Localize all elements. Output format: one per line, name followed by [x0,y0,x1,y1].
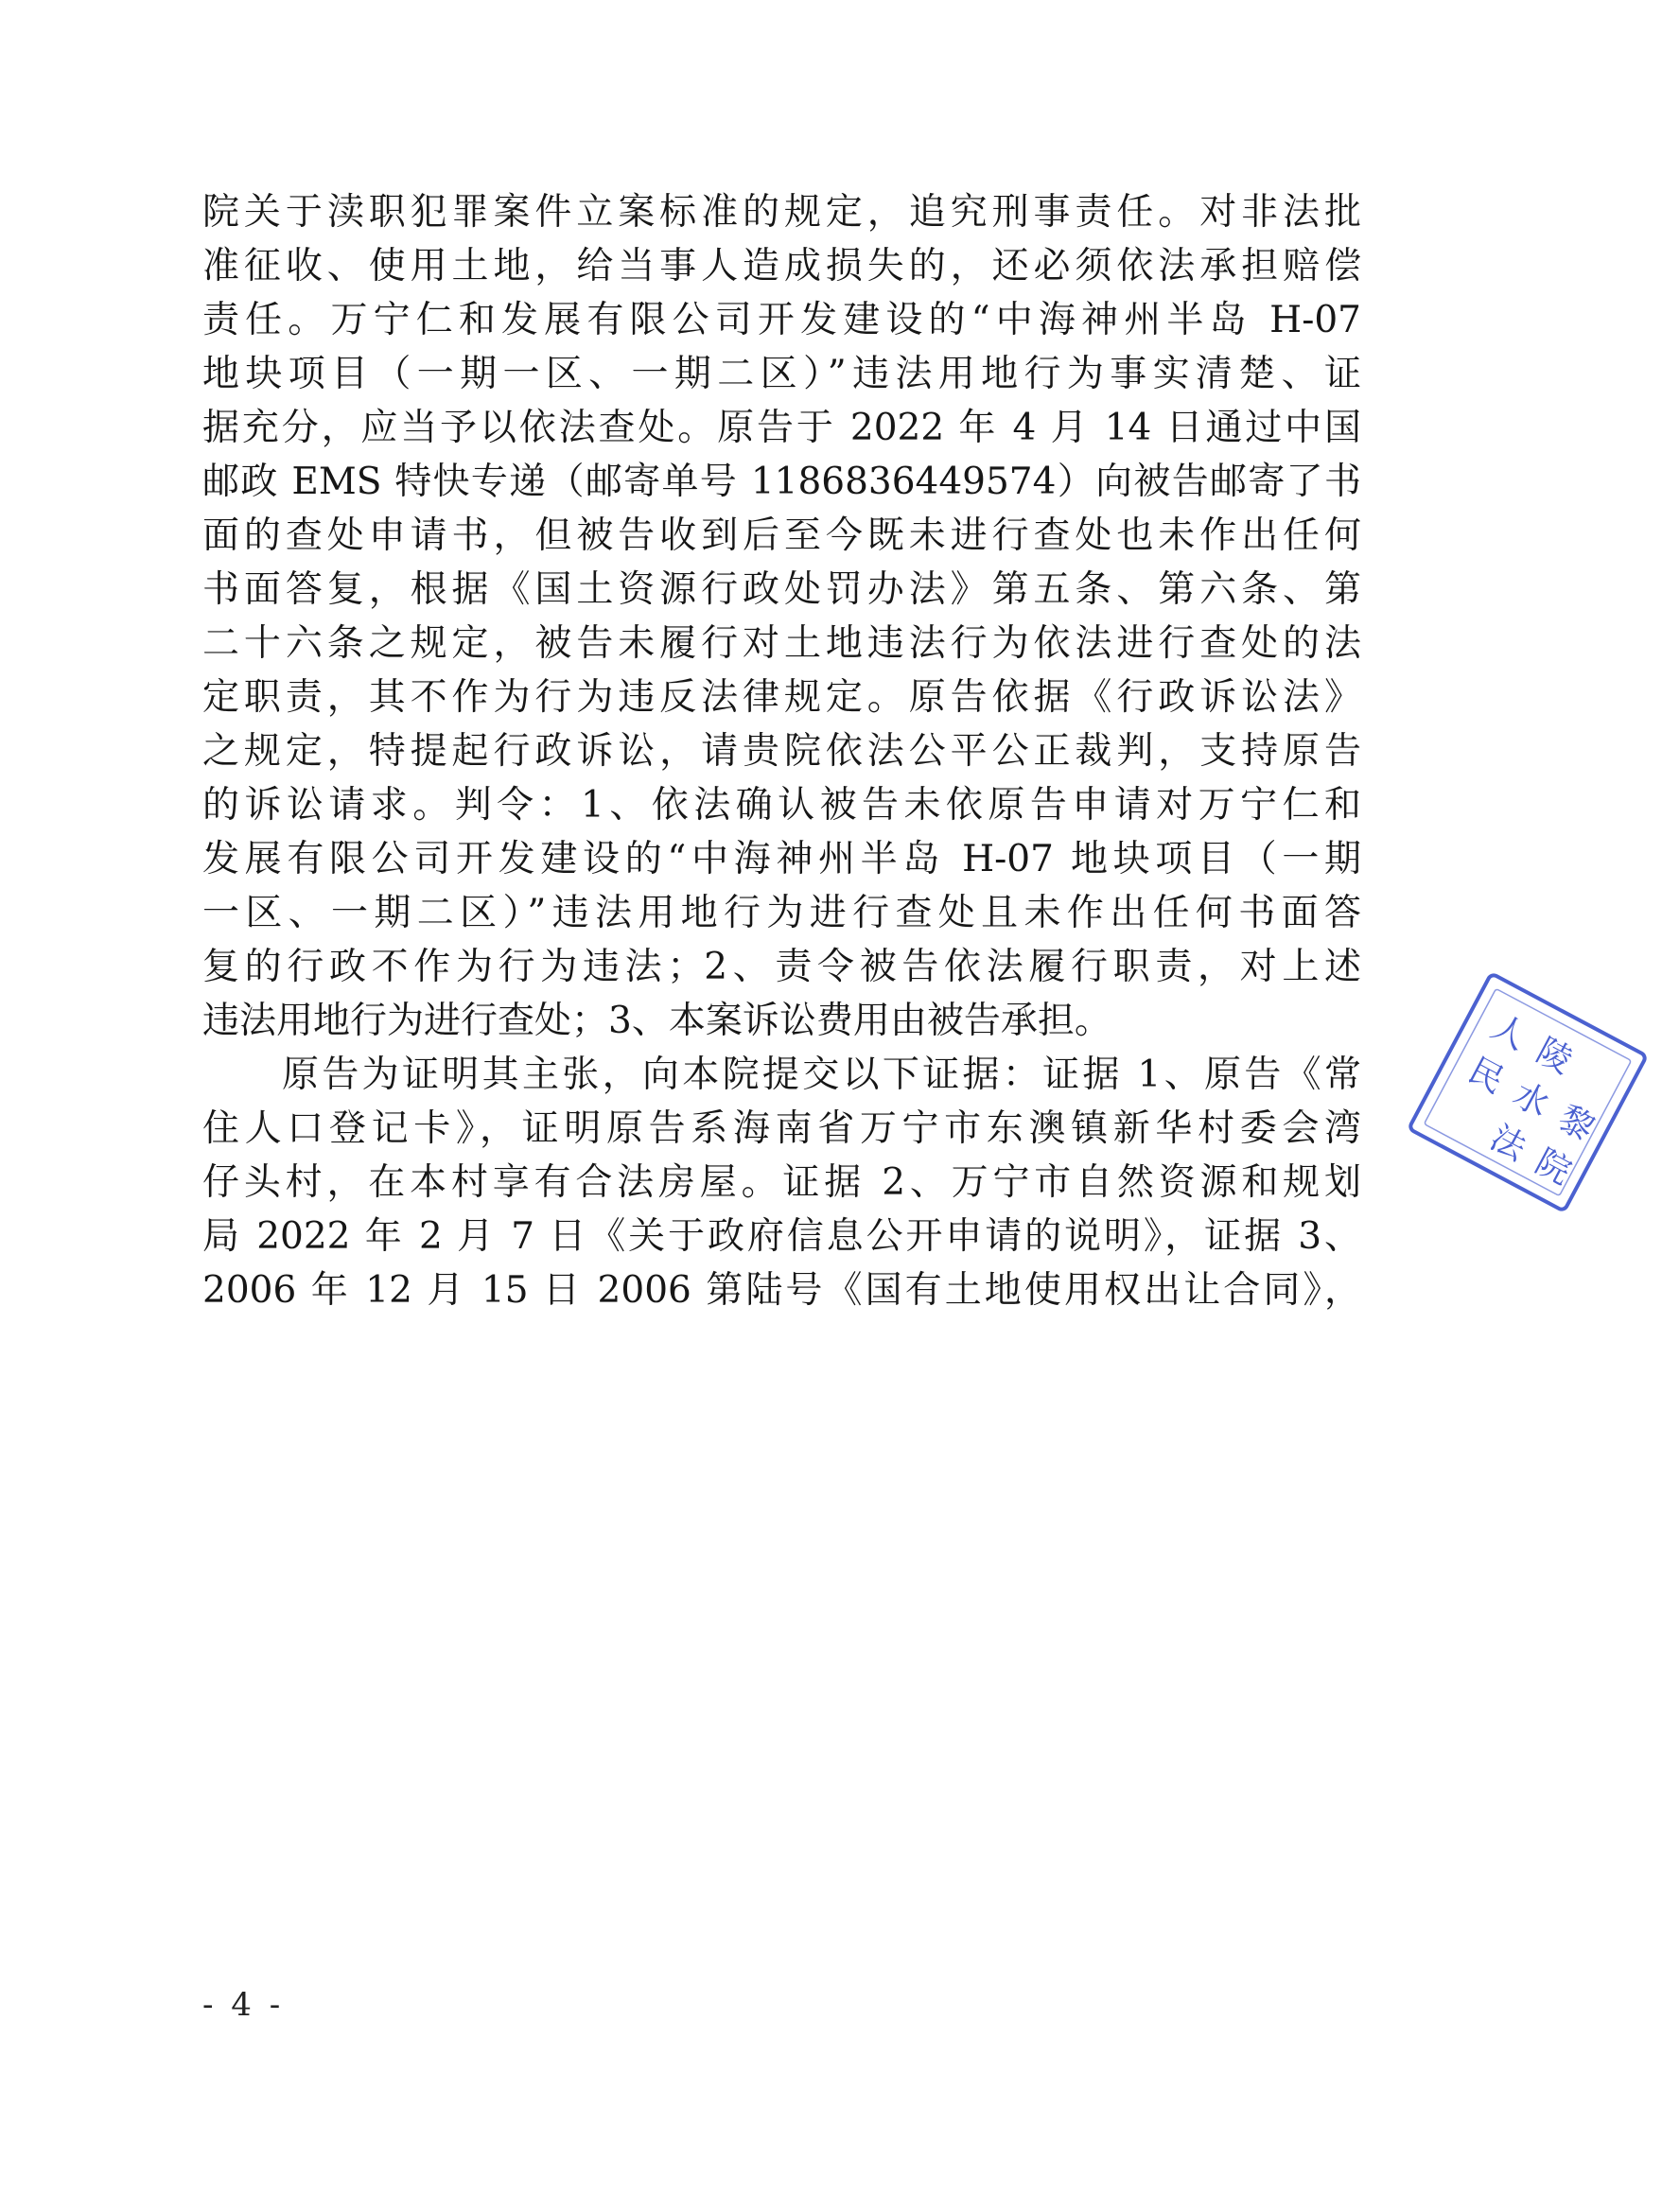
text-line: 面的查处申请书，但被告收到后至今既未进行查处也未作出任何 [202,514,1361,557]
text-line: 违法用地行为进行查处；3、本案诉讼费用由被告承担。 [202,1000,1111,1042]
text-line: 一区、一期二区）”违法用地行为进行查处且未作出任何书面答 [202,892,1361,934]
text-line: 原告为证明其主张，向本院提交以下证据：证据 1、原告《常 [282,1054,1361,1096]
text-line: 准征收、使用土地，给当事人造成损失的，还必须依法承担赔偿 [202,245,1361,287]
text-line: 地块项目（一期一区、一期二区）”违法用地行为事实清楚、证 [202,353,1361,395]
text-line: 仔头村，在本村享有合法房屋。证据 2、万宁市自然资源和规划 [202,1161,1361,1204]
text-line: 的诉讼请求。判令：1、依法确认被告未依原告申请对万宁仁和 [202,784,1361,827]
text-line: 之规定，特提起行政诉讼，请贵院依法公平公正裁判，支持原告 [202,730,1361,773]
text-line: 二十六条之规定，被告未履行对土地违法行为依法进行查处的法 [202,622,1361,665]
text-line: 定职责，其不作为行为违反法律规定。原告依据《行政诉讼法》 [202,676,1361,719]
text-line: 住人口登记卡》，证明原告系海南省万宁市东澳镇新华村委会湾 [202,1107,1361,1150]
text-line: 责任。万宁仁和发展有限公司开发建设的“中海神州半岛 H-07 [202,299,1361,341]
seal-char: 黎 [1551,1098,1601,1150]
text-line: 邮政 EMS 特快专递（邮寄单号 1186836449574）向被告邮寄了书 [202,461,1361,503]
seal-char: 陵 [1530,1031,1579,1082]
seal-char: 民 [1461,1051,1511,1102]
seal-char: 法 [1483,1118,1532,1169]
text-line: 院关于渎职犯罪案件立案标准的规定，追究刑事责任。对非法批 [202,191,1361,234]
text-line: 复的行政不作为行为违法；2、责令被告依法履行职责，对上述 [202,946,1361,988]
text-line: 局 2022 年 2 月 7 日《关于政府信息公开申请的说明》，证据 3、 [202,1215,1361,1258]
text-line: 书面答复，根据《国土资源行政处罚办法》第五条、第六条、第 [202,568,1361,611]
seal-char: 人 [1484,1007,1533,1058]
seal-char: 院 [1529,1141,1578,1193]
seal-char: 水 [1507,1074,1556,1125]
court-seal-stamp [1393,958,1662,1227]
text-line: 2006 年 12 月 15 日 2006 第陆号《国有土地使用权出让合同》， [202,1269,1361,1312]
page-number: - 4 - [202,1986,285,2024]
text-line: 发展有限公司开发建设的“中海神州半岛 H-07 地块项目（一期 [202,838,1361,880]
text-line: 据充分，应当予以依法查处。原告于 2022 年 4 月 14 日通过中国 [202,407,1361,449]
